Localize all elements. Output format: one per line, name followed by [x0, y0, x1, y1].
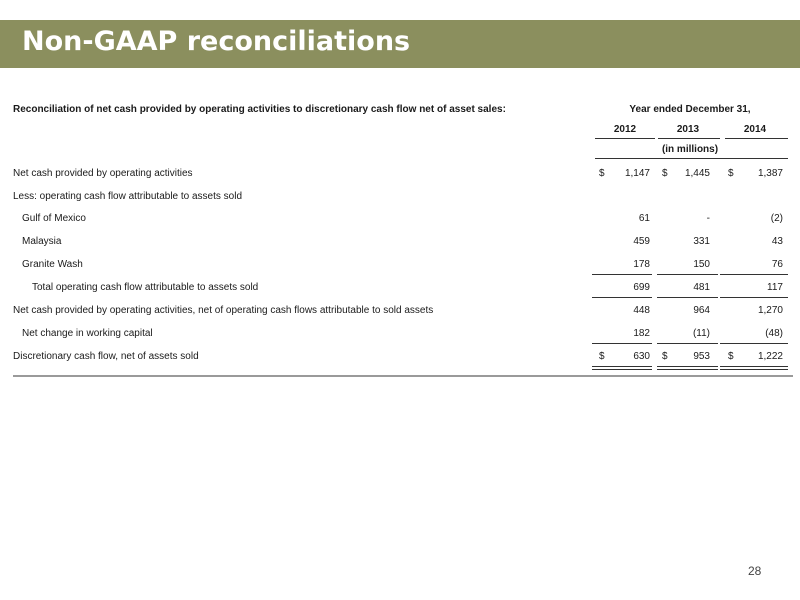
- cell-2012: 630: [633, 351, 650, 362]
- row-label: Less: operating cash flow attributable to assets sold: [13, 191, 243, 202]
- subtotal-rule: [720, 297, 788, 298]
- slide-title: Non-GAAP reconciliations: [22, 26, 411, 57]
- row-label: Net change in working capital: [22, 328, 153, 339]
- total-double-rule: [657, 366, 718, 370]
- cell-2013: -: [706, 213, 710, 224]
- cell-2014: (48): [765, 328, 783, 339]
- row-label: Granite Wash: [22, 259, 83, 270]
- dollar-sign: $: [728, 168, 734, 179]
- total-double-rule: [592, 366, 652, 370]
- cell-2014: 1,222: [757, 351, 783, 362]
- subtotal-rule: [592, 343, 652, 344]
- cell-2012: 61: [638, 213, 650, 224]
- cell-2014: 1,387: [757, 168, 783, 179]
- row-label: Gulf of Mexico: [22, 213, 86, 224]
- cell-2013: 331: [693, 236, 710, 247]
- subtotal-rule: [720, 343, 788, 344]
- row-label: Total operating cash flow attributable to assets sold: [32, 282, 259, 293]
- subtotal-rule: [657, 297, 718, 298]
- dollar-sign: $: [599, 168, 605, 179]
- cell-2014: 76: [771, 259, 783, 270]
- dollar-sign: $: [728, 351, 734, 362]
- year-header-2014: 2014: [743, 124, 767, 135]
- header-rule-2014: [725, 138, 788, 139]
- subtotal-rule: [592, 297, 652, 298]
- cell-2014: (2): [770, 213, 783, 224]
- cell-2012: 1,147: [624, 168, 650, 179]
- total-double-rule: [720, 366, 788, 370]
- bottom-divider: [13, 375, 793, 377]
- cell-2013: 150: [693, 259, 710, 270]
- dollar-sign: $: [662, 168, 668, 179]
- year-header-2012: 2012: [613, 124, 637, 135]
- period-header: Year ended December 31,: [629, 104, 751, 115]
- row-label: Discretionary cash flow, net of assets sold: [13, 351, 199, 362]
- cell-2013: 953: [693, 351, 710, 362]
- cell-2013: 1,445: [684, 168, 710, 179]
- table-caption: Reconciliation of net cash provided by operating activities to discretionary cash flow net of asset sales:: [13, 104, 506, 115]
- row-label: Malaysia: [22, 236, 62, 247]
- subtotal-rule: [592, 274, 652, 275]
- subtotal-rule: [720, 274, 788, 275]
- cell-2014: 117: [767, 282, 783, 293]
- cell-2014: 1,270: [757, 305, 783, 316]
- cell-2013: 964: [693, 305, 710, 316]
- title-bar: [0, 20, 800, 68]
- header-rule-2012: [595, 138, 655, 139]
- dollar-sign: $: [599, 351, 605, 362]
- subtotal-rule: [657, 343, 718, 344]
- units-rule: [595, 158, 788, 159]
- units-label: (in millions): [661, 144, 719, 155]
- cell-2012: 178: [633, 259, 650, 270]
- cell-2012: 699: [633, 282, 650, 293]
- cell-2014: 43: [771, 236, 783, 247]
- row-label: Net cash provided by operating activities: [13, 168, 193, 179]
- cell-2012: 182: [633, 328, 650, 339]
- row-label: Net cash provided by operating activities, net of operating cash flows attributable to sold assets: [13, 305, 434, 316]
- page-number: 28: [748, 564, 762, 578]
- dollar-sign: $: [662, 351, 668, 362]
- cell-2012: 448: [633, 305, 650, 316]
- header-rule-2013: [658, 138, 720, 139]
- cell-2013: 481: [693, 282, 710, 293]
- cell-2012: 459: [633, 236, 650, 247]
- cell-2013: (11): [692, 328, 710, 339]
- subtotal-rule: [657, 274, 718, 275]
- year-header-2013: 2013: [676, 124, 700, 135]
